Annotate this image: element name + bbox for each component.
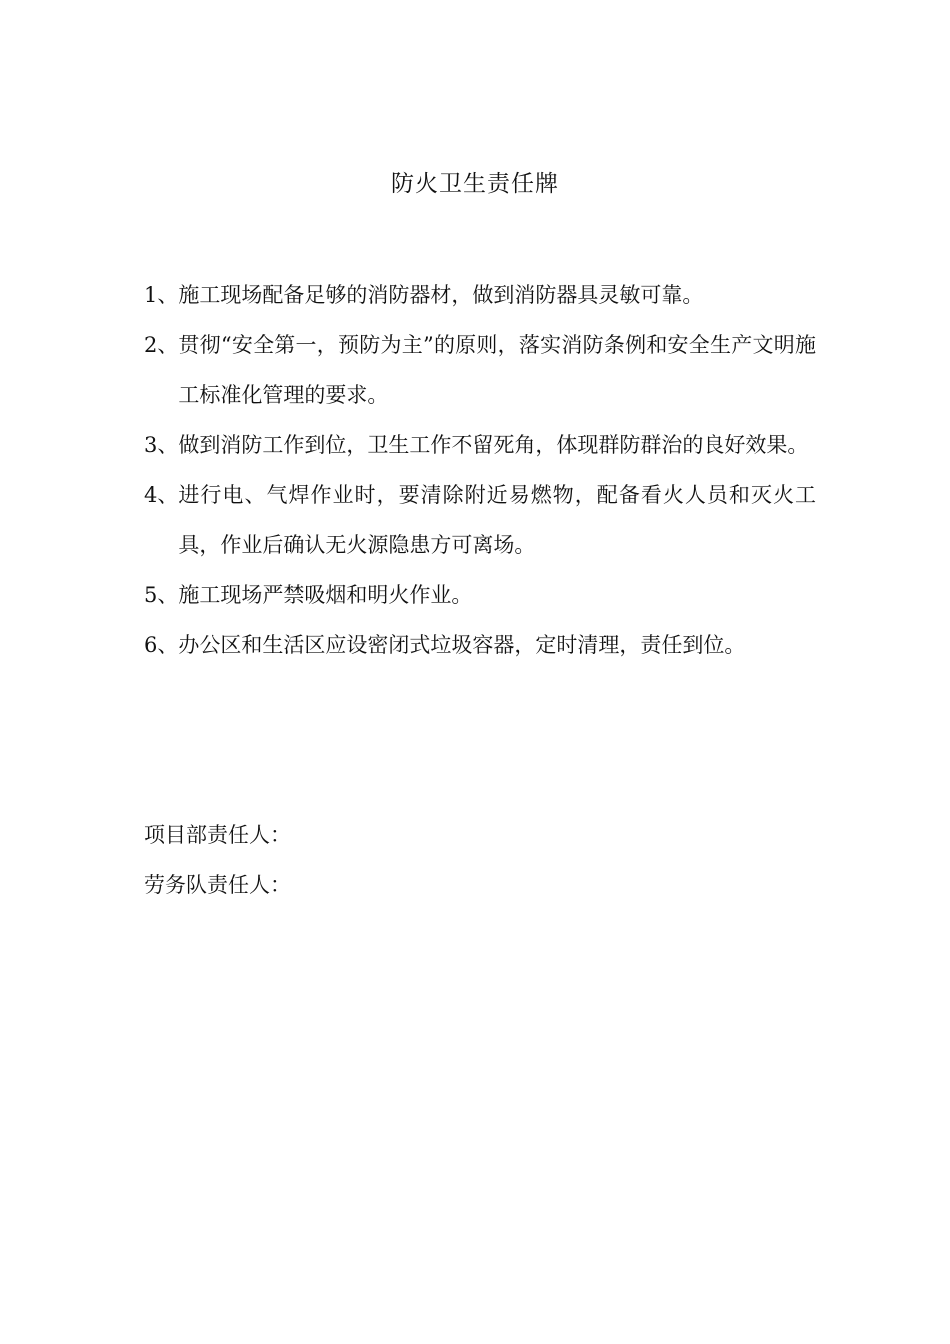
item-text: 做到消防工作到位，卫生工作不留死角，体现群防群治的良好效果。: [178, 433, 809, 457]
list-item: [144, 320, 816, 420]
signature-section: [144, 810, 816, 910]
project-dept-signer-label: 项目部责任人：: [144, 823, 291, 847]
item-number: 6、: [144, 633, 179, 657]
item-text: 办公区和生活区应设密闭式垃圾容器，定时清理，责任到位。: [178, 633, 746, 657]
item-text: 进行电、气焊作业时，要清除附近易燃物，配备看火人员和灭火工具，作业后确认无火源隐患方可离场。: [178, 483, 816, 557]
item-number: 2、: [144, 333, 179, 357]
item-number: 1、: [144, 283, 179, 307]
list-item: [144, 270, 816, 320]
item-number: 4、: [144, 483, 179, 507]
list-item: [144, 570, 816, 620]
list-item: [144, 420, 816, 470]
labor-team-signer-label: 劳务队责任人：: [144, 873, 291, 897]
list-item: [144, 620, 816, 670]
list-item: [144, 470, 816, 570]
item-text: 施工现场严禁吸烟和明火作业。: [178, 583, 473, 607]
item-number: 5、: [144, 583, 179, 607]
responsibility-list: [144, 270, 816, 670]
item-text: 施工现场配备足够的消防器材，做到消防器具灵敏可靠。: [178, 283, 704, 307]
document-title: 防火卫生责任牌: [391, 171, 559, 197]
item-text: 贯彻“安全第一，预防为主”的原则，落实消防条例和安全生产文明施工标准化管理的要求。: [178, 333, 816, 407]
item-number: 3、: [144, 433, 179, 457]
